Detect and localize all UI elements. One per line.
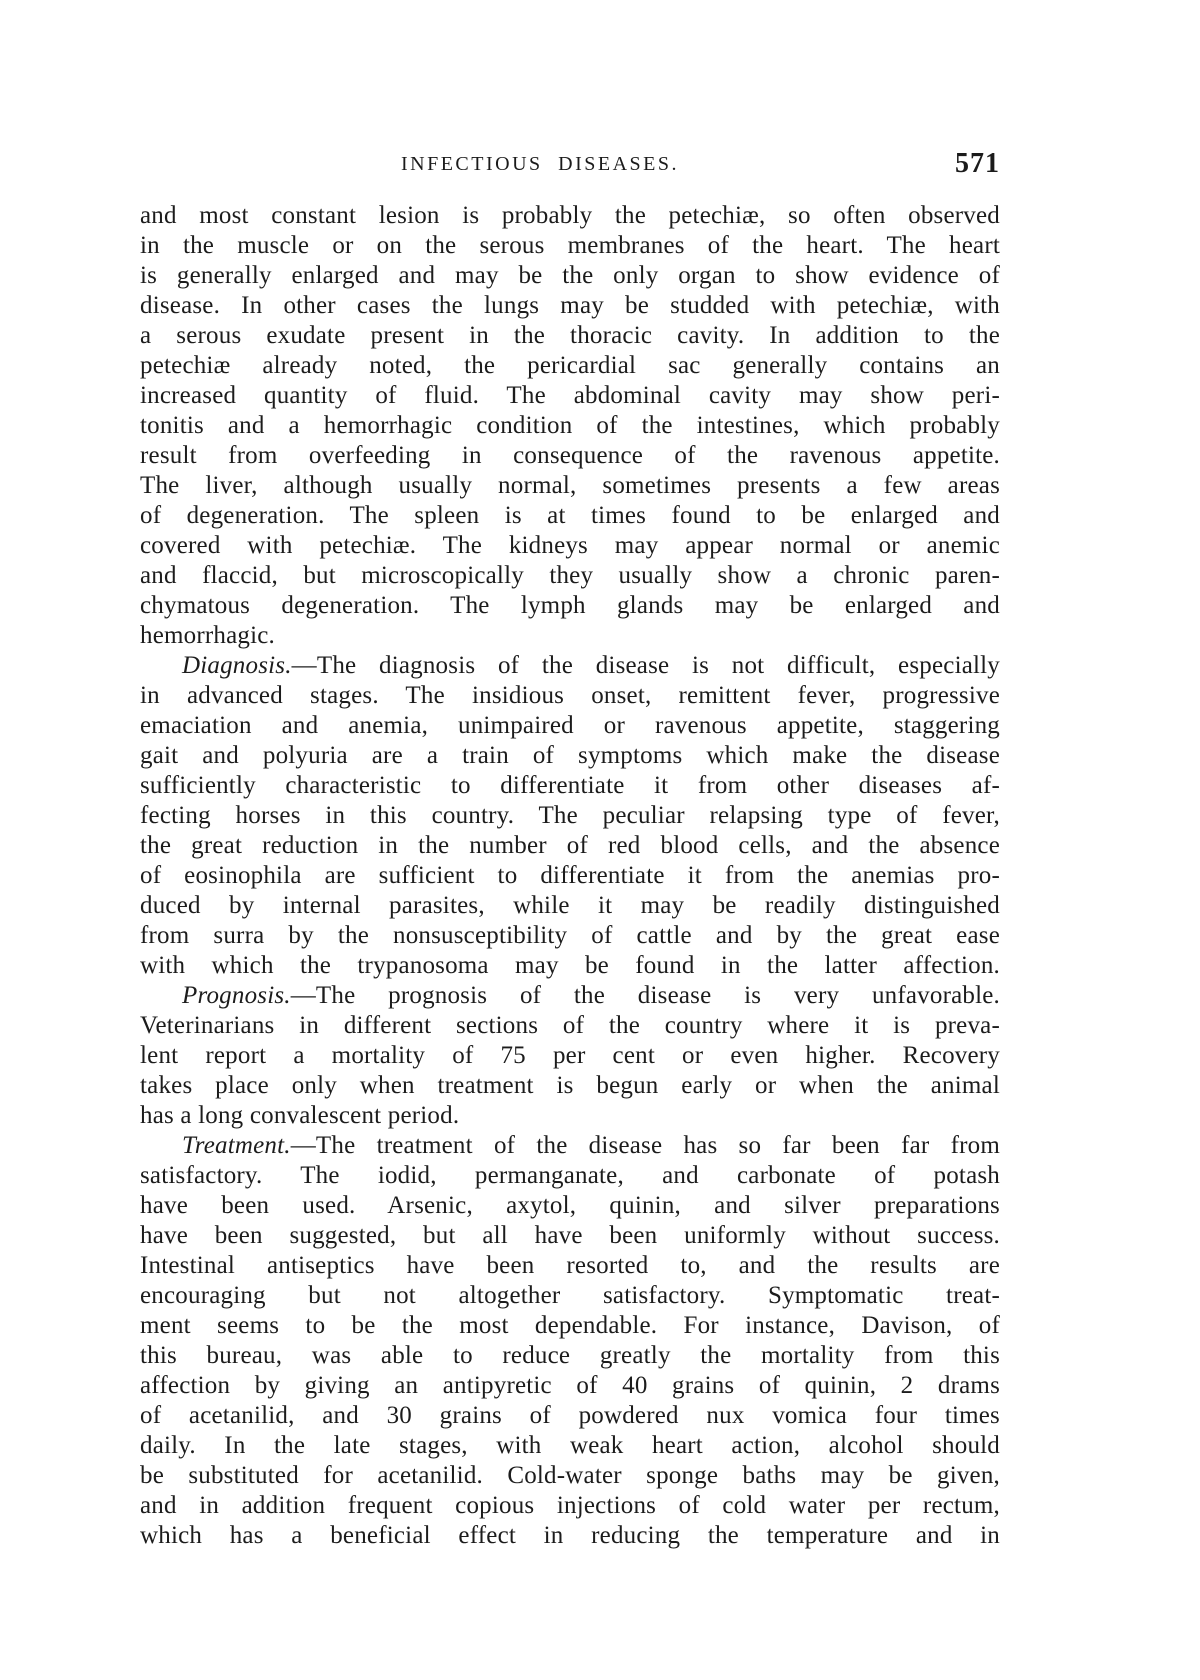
text-line: from surra by the nonsusceptibility of cattle and by the great ease (140, 922, 1000, 949)
text-line: Treatment.—The treatment of the disease has so far been far from (182, 1132, 1000, 1159)
text-line: Veterinarians in different sections of the country where it is preva- (140, 1012, 1000, 1039)
running-header-title: INFECTIOUS DISEASES. (400, 153, 680, 175)
text-line: Intestinal antiseptics have been resorted to, and the results are (140, 1252, 1000, 1279)
text-line: satisfactory. The iodid, permanganate, and carbonate of potash (140, 1162, 1000, 1189)
paragraph (140, 201, 1000, 651)
text-line: emaciation and anemia, unimpaired or ravenous appetite, staggering (140, 712, 1000, 739)
text-line: with which the trypanosoma may be found in the latter affection. (140, 952, 1000, 979)
text-line: affection by giving an antipyretic of 40 grains of quinin, 2 drams (140, 1372, 1000, 1399)
text-line: be substituted for acetanilid. Cold-water sponge baths may be given, (140, 1462, 1000, 1489)
text-line: disease. In other cases the lungs may be studded with petechiæ, with (140, 292, 1000, 319)
text-line: and most constant lesion is probably the petechiæ, so often observed (140, 202, 1000, 229)
text-line: ment seems to be the most dependable. For instance, Davison, of (140, 1312, 1000, 1339)
text-line: encouraging but not altogether satisfactory. Symptomatic treat- (140, 1282, 1000, 1309)
text-line: in the muscle or on the serous membranes of the heart. The heart (140, 232, 1000, 259)
text-line: sufficiently characteristic to differentiate it from other diseases af- (140, 772, 1000, 799)
text-line: and in addition frequent copious injections of cold water per rectum, (140, 1492, 1000, 1519)
text-line: this bureau, was able to reduce greatly the mortality from this (140, 1342, 1000, 1369)
text-line: of eosinophila are sufficient to differentiate it from the anemias pro- (140, 862, 1000, 889)
text-line: tonitis and a hemorrhagic condition of the intestines, which probably (140, 412, 1000, 439)
text-line: increased quantity of fluid. The abdominal cavity may show peri- (140, 382, 1000, 409)
text-line: has a long convalescent period. (140, 1102, 460, 1129)
text-line: a serous exudate present in the thoracic cavity. In addition to the (140, 322, 1000, 349)
text-line: and flaccid, but microscopically they usually show a chronic paren- (140, 562, 1000, 589)
text-line: hemorrhagic. (140, 622, 275, 649)
paragraph (140, 1131, 1000, 1551)
text-line: fecting horses in this country. The peculiar relapsing type of fever, (140, 802, 1000, 829)
text-line: which has a beneficial effect in reducing the temperature and in (140, 1522, 1000, 1549)
text-line: duced by internal parasites, while it may be readily distinguished (140, 892, 1000, 919)
paragraph-lead: Diagnosis. (182, 652, 292, 679)
page-text (140, 201, 1000, 1551)
text-line: gait and polyuria are a train of symptoms which make the disease (140, 742, 1000, 769)
text-line: have been used. Arsenic, axytol, quinin, and silver preparations (140, 1192, 1000, 1219)
paragraph-lead: Prognosis. (182, 982, 291, 1009)
paragraph (140, 651, 1000, 981)
text-line: chymatous degeneration. The lymph glands may be enlarged and (140, 592, 1000, 619)
text-line: of acetanilid, and 30 grains of powdered nux vomica four times (140, 1402, 1000, 1429)
text-line: of degeneration. The spleen is at times found to be enlarged and (140, 502, 1000, 529)
text-line: is generally enlarged and may be the only organ to show evidence of (140, 262, 1000, 289)
text-line: Diagnosis.—The diagnosis of the disease is not difficult, especially (182, 652, 1000, 679)
paragraph-lead: Treatment. (182, 1132, 291, 1159)
text-line: lent report a mortality of 75 per cent or even higher. Recovery (140, 1042, 1000, 1069)
paragraph (140, 981, 1000, 1131)
text-line: takes place only when treatment is begun early or when the animal (140, 1072, 1000, 1099)
text-line: daily. In the late stages, with weak heart action, alcohol should (140, 1432, 1000, 1459)
page-number: 571 (955, 148, 1000, 179)
text-line: petechiæ already noted, the pericardial sac generally contains an (140, 352, 1000, 379)
text-line: in advanced stages. The insidious onset, remittent fever, progressive (140, 682, 1000, 709)
text-line: The liver, although usually normal, sometimes presents a few areas (140, 472, 1000, 499)
text-line: have been suggested, but all have been uniformly without success. (140, 1222, 1000, 1249)
text-line: the great reduction in the number of red blood cells, and the absence (140, 832, 1000, 859)
text-line: covered with petechiæ. The kidneys may appear normal or anemic (140, 532, 1000, 559)
text-line: Prognosis.—The prognosis of the disease is very unfavorable. (182, 982, 1000, 1009)
text-line: result from overfeeding in consequence of the ravenous appetite. (140, 442, 1000, 469)
